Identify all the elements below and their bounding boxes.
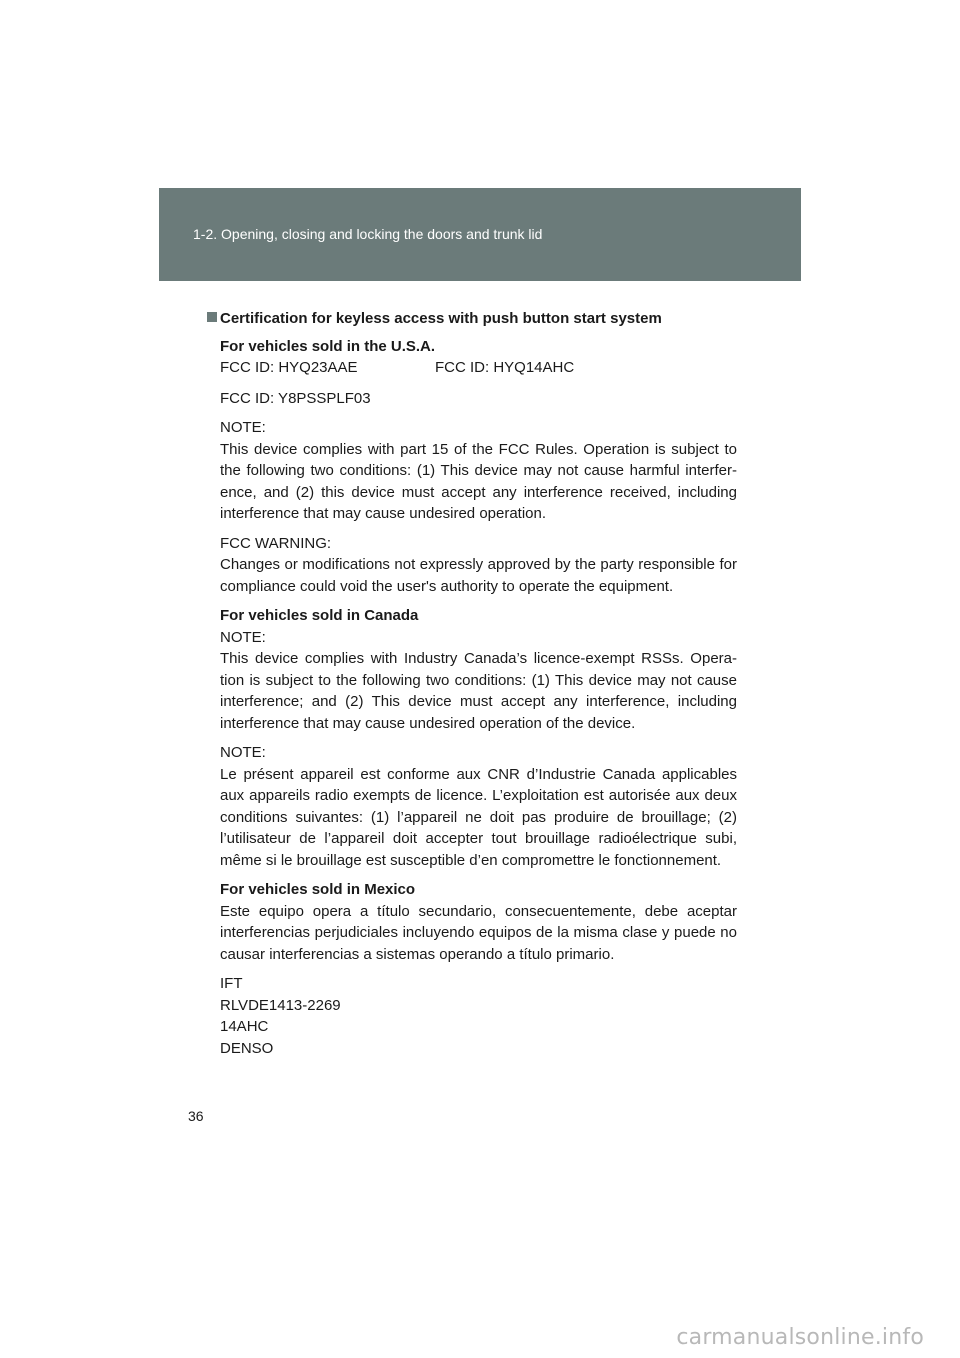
fcc-id-1: FCC ID: HYQ23AAE (220, 359, 358, 376)
canada-note-en (220, 627, 737, 735)
fcc-id-2: FCC ID: HYQ14AHC (435, 359, 575, 376)
page-content (220, 308, 737, 1059)
ift-line: RLVDE1413-2269 (220, 996, 341, 1014)
fcc-warning (220, 533, 737, 598)
canada-note-en-text: This device complies with Industry Canada’s licence-exempt RSSs. Opera-tion is subject to the following two conditions: (1) This device may not cause interference; and (2) This device must accept any interference, including interference that may cause undesired operation of the device. (220, 650, 737, 732)
square-bullet-icon (207, 312, 217, 322)
canada-note-fr (220, 742, 737, 871)
canada-note-fr-label: NOTE: (220, 744, 266, 761)
usa-heading: For vehicles sold in the U.S.A. (220, 337, 436, 355)
mexico-heading: For vehicles sold in Mexico (220, 881, 416, 898)
fcc-warning-text: Changes or modifications not expressly approved by the party responsible for compliance could void the user's authority to operate the equipment. (220, 556, 737, 595)
mexico-text: Este equipo opera a título secundario, consecuentemente, debe aceptar interferencias perjudiciales incluyendo equipos de la misma clase y puede no causar interferencias a sistemas operando a título primario. (220, 902, 737, 963)
page-number: 36 (188, 1108, 204, 1124)
canada-note-fr-text: Le présent appareil est conforme aux CNR d’Industrie Canada applicables aux appareils radio exempts de licence. L’exploitation est autorisée aux deux conditions suivantes: (1) l’appareil ne doit pas produire de brouillage; (2) l’utilisateur de l’appareil doit accepter tout brouillage radioélectrique subi, même si le brouillage est susceptible d’en compromettre le fonctionnement. (220, 765, 737, 869)
section-header-bar (159, 188, 801, 281)
ift-line: DENSO (220, 1039, 274, 1057)
canada-heading: For vehicles sold in Canada (220, 607, 419, 624)
fcc-id-row (220, 357, 737, 379)
watermark: carmanualsonline.info (676, 1325, 924, 1350)
section-heading (220, 308, 737, 330)
usa-note-text: This device complies with part 15 of the FCC Rules. Operation is subject to the following two conditions: (1) This device may not cause harmful interfer-ence, and (2) this device must accept any interference received, including interference that may cause undesired operation. (220, 440, 737, 522)
usa-note-label: NOTE: (220, 419, 266, 436)
ift-line: IFT (220, 975, 243, 992)
ift-block (220, 973, 737, 1059)
canada-note-en-label: NOTE: (220, 628, 266, 646)
ift-line: 14AHC (220, 1018, 269, 1035)
section-title: 1-2. Opening, closing and locking the doors and trunk lid (193, 226, 543, 242)
usa-note (220, 417, 737, 525)
section-heading-text: Certification for keyless access with push button start system (220, 310, 662, 327)
fcc-id-3: FCC ID: Y8PSSPLF03 (220, 389, 371, 407)
fcc-warning-label: FCC WARNING: (220, 534, 332, 552)
